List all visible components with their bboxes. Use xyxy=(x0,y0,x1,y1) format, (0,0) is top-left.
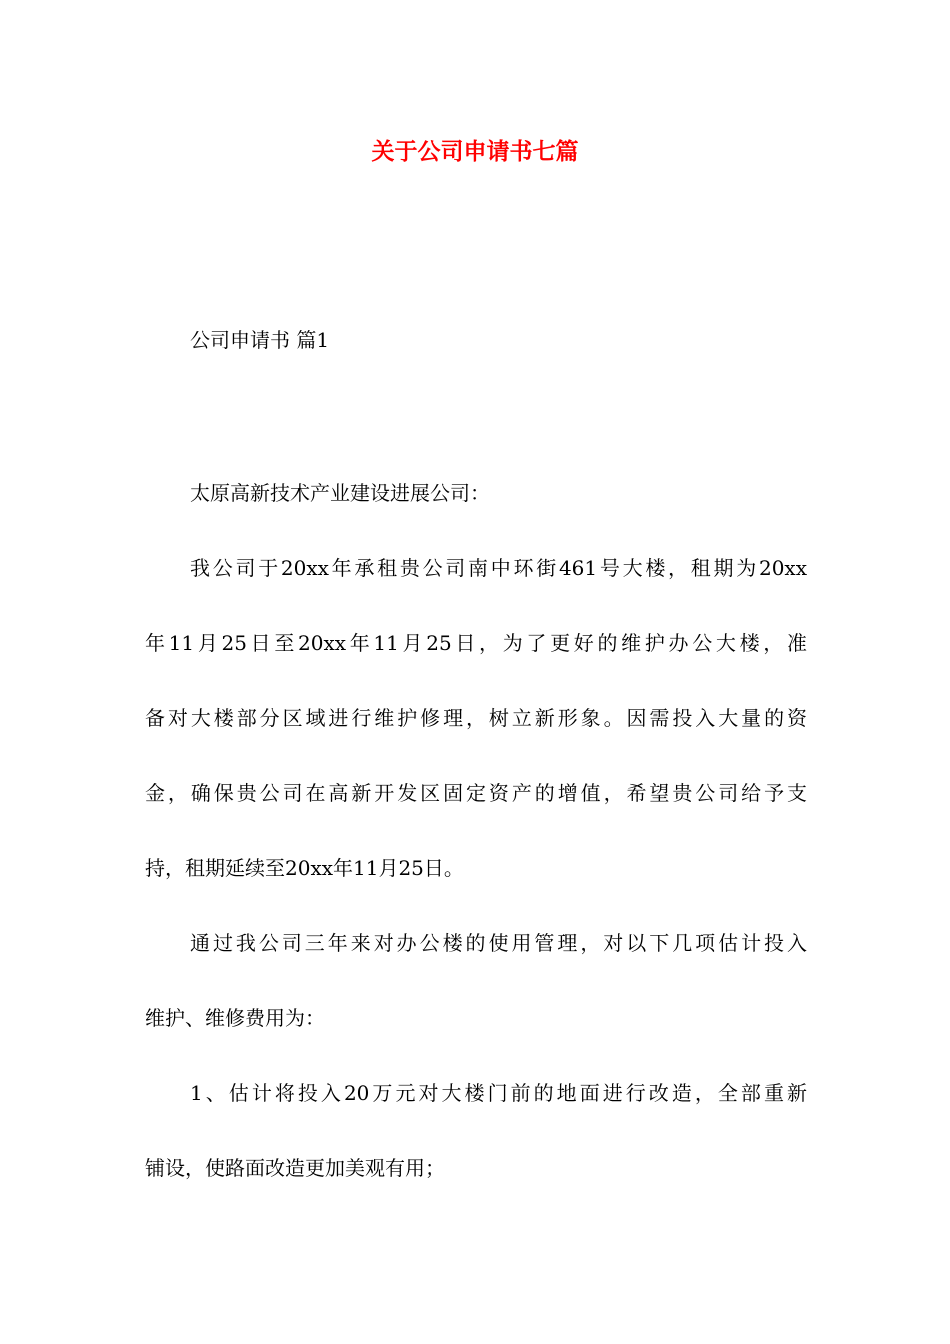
paragraph-line: 1、估计将投入20万元对大楼门前的地面进行改造，全部重新 xyxy=(190,1081,807,1105)
paragraph-maintenance-intro xyxy=(145,906,807,1056)
paragraph-line: 通过我公司三年来对办公楼的使用管理，对以下几项估计投入 xyxy=(190,931,807,955)
paragraph-line: 备对大楼部分区域进行维护修理，树立新形象。因需投入大量的资 xyxy=(145,706,807,730)
paragraph-item-1 xyxy=(145,1056,807,1206)
paragraph-line: 持，租期延续至20xx年11月25日。 xyxy=(145,856,464,880)
paragraph-line: 我公司于20xx年承租贵公司南中环街461号大楼，租期为20xx xyxy=(190,556,807,580)
paragraph-line: 年11月25日至20xx年11月25日，为了更好的维护办公大楼，准 xyxy=(145,631,807,655)
paragraph-line: 维护、维修费用为： xyxy=(145,1006,325,1030)
paragraph-line: 铺设，使路面改造更加美观有用； xyxy=(145,1156,445,1180)
paragraph-line: 金，确保贵公司在高新开发区固定资产的增值，希望贵公司给予支 xyxy=(145,781,807,805)
section-heading: 公司申请书 篇1 xyxy=(190,328,330,352)
document-title: 关于公司申请书七篇 xyxy=(371,139,579,165)
salutation-line: 太原高新技术产业建设进展公司： xyxy=(190,481,490,505)
paragraph-lease-request xyxy=(145,531,807,906)
salutation xyxy=(145,456,807,531)
